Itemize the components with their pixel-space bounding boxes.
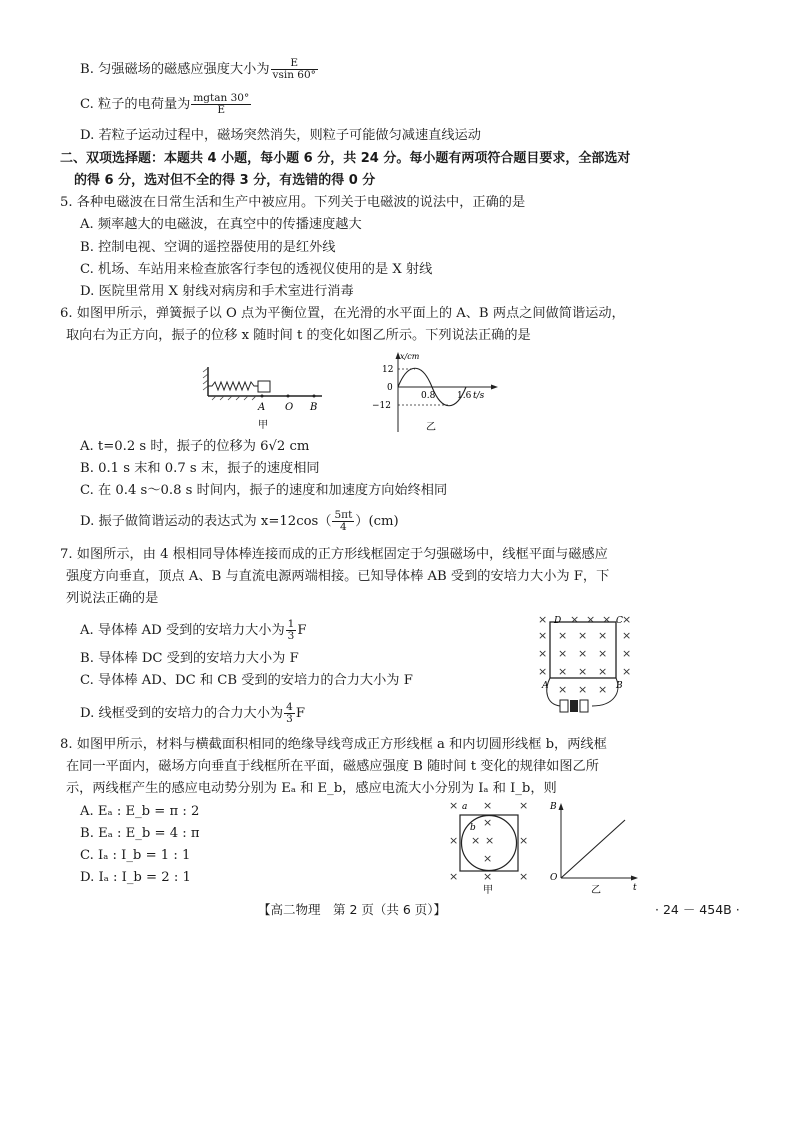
fraction-numerator: 4 [286,701,293,713]
svg-text:×: × [622,629,632,642]
fraction-numerator: 5πt [334,509,353,521]
y-axis-label: B [550,802,557,812]
q5-option-B: B. 控制电视、空调的遥控器使用的是红外线 [80,240,336,255]
svg-text:×: × [471,834,481,847]
svg-text:×: × [483,816,493,829]
label-A: A [542,681,549,691]
q8-stem-cont: 在同一平面内，磁场方向垂直于线框所在平面，磁感应强度 B 随时间 t 变化的规律如图乙所 [66,759,599,774]
fraction [284,702,295,725]
svg-text:×: × [483,852,493,865]
q6-option-A [80,438,309,456]
svg-text:×: × [538,647,548,660]
fraction-denominator: 4 [340,521,347,533]
section-heading: 二、双项选择题：本题共 4 小题，每小题 6 分，共 24 分。每小题有两项符合题目要求，全部选对 [60,151,631,166]
caption-jia: 甲 [258,420,268,431]
svg-text:×: × [485,834,495,847]
b-t-graph [545,798,645,896]
fraction-denominator: vsin 60° [272,69,316,81]
svg-text:×: × [598,629,608,642]
option-text: A. 导体棒 AD 受到的安培力大小为 [80,623,285,638]
svg-text:×: × [519,834,529,847]
svg-text:×: × [578,665,588,678]
label-B: B [616,681,623,691]
fraction-denominator: 3 [286,713,293,725]
fraction [271,58,318,81]
svg-text:×: × [538,629,548,642]
option-D-top: D. 若粒子运动过程中，磁场突然消失，则粒子可能做匀减速直线运动 [80,128,481,143]
q6-option-D [80,510,399,533]
option-C-top [80,93,252,116]
tick-0.8: 0.8 [421,391,436,401]
q8-option-A: A. Eₐ : E_b = π : 2 [80,804,200,819]
svg-text:×: × [449,799,459,812]
svg-text:×: × [449,870,459,883]
q6-option-C: C. 在 0.4 s～0.8 s 时间内，振子的速度和加速度方向始终相同 [80,483,448,498]
page-code: · 24 － 454B · [655,902,740,917]
svg-text:×: × [538,665,548,678]
q7-option-B: B. 导体棒 DC 受到的安培力大小为 F [80,651,299,666]
svg-text:×: × [558,683,568,696]
svg-text:×: × [578,647,588,660]
svg-text:×: × [558,629,568,642]
svg-text:×: × [578,683,588,696]
section-heading-cont: 的得 6 分，选对但不全的得 3 分，有选错的得 0 分 [74,173,376,188]
label-A: A [258,402,266,413]
svg-text:×: × [483,799,493,812]
t-axis-label: t [633,883,637,893]
q8-stem: 8. 如图甲所示，材料与横截面积相同的绝缘导线弯成正方形线框 a 和内切圆形线框 b，两线框 [60,737,607,752]
point-B [313,395,316,398]
fraction [286,619,297,642]
svg-text:×: × [586,613,596,626]
origin-label: O [550,873,558,883]
q7-option-A [80,619,306,642]
svg-text:×: × [538,613,548,626]
tick-12: 12 [382,365,394,375]
svg-text:×: × [602,613,612,626]
tick-0: 0 [387,383,393,393]
point-O [287,395,290,398]
radical: √2 [268,439,286,454]
point-A [261,395,264,398]
q5-stem: 5. 各种电磁波在日常生活和生产中被应用。下列关于电磁波的说法中，正确的是 [60,195,526,210]
caption-yi: 乙 [426,422,436,433]
label-D: D [554,616,562,626]
option-text-end: F [297,623,307,638]
option-text: D. 振子做简谐运动的表达式为 x=12cos（ [80,514,332,529]
q5-option-C: C. 机场、车站用来检查旅客行李包的透视仪使用的是 X 射线 [80,262,433,277]
caption-yi: 乙 [591,885,601,896]
label-b: b [470,823,476,833]
q7-option-C: C. 导体棒 AD、DC 和 CB 受到的安培力的合力大小为 F [80,673,413,688]
svg-text:×: × [519,870,529,883]
svg-text:×: × [483,870,493,883]
svg-text:×: × [558,647,568,660]
oscillator-block [258,381,270,392]
square-frame-field-figure [536,612,636,722]
svg-text:×: × [622,647,632,660]
q5-option-A: A. 频率越大的电磁波，在真空中的传播速度越大 [80,217,362,232]
q8-stem-cont2: 示，两线框产生的感应电动势分别为 Eₐ 和 E_b，感应电流大小分别为 Iₐ 和 I_b，则 [66,781,557,796]
q6-stem: 6. 如图甲所示，弹簧振子以 O 点为平衡位置，在光滑的水平面上的 A、B 两点之间做简谐运动， [60,306,625,321]
option-text: B. 匀强磁场的磁感应强度大小为 [80,62,270,77]
fraction-numerator: E [271,58,318,70]
q7-option-D [80,702,305,725]
svg-text:×: × [622,665,632,678]
battery-icon [560,700,588,712]
fraction-numerator: mgtan 30° [193,92,250,104]
spring [208,382,258,390]
t-axis-arrow [631,876,638,881]
q6-stem-cont: 取向右为正方向，振子的位移 x 随时间 t 的变化如图乙所示。下列说法正确的是 [66,328,531,343]
fraction [191,93,251,116]
page-footer: 【高二物理 第 2 页（共 6 页）】 [258,902,447,917]
caption-jia: 甲 [483,885,493,896]
y-axis-label: x/cm [400,352,420,361]
label-C: C [616,616,623,626]
option-B-top [80,58,319,81]
t-axis-arrow [491,385,498,390]
svg-text:×: × [598,683,608,696]
svg-text:×: × [622,613,632,626]
square-circle-frame-figure [443,798,533,896]
option-text: D. 线框受到的安培力的合力大小为 [80,706,284,721]
svg-text:×: × [519,799,529,812]
b-t-line [561,820,625,878]
label-B: B [310,402,318,413]
label-a: a [462,802,468,812]
label-O: O [285,402,294,413]
q8-option-D: D. Iₐ : I_b = 2 : 1 [80,870,191,885]
svg-text:×: × [449,834,459,847]
fraction-denominator: E [217,104,226,116]
displacement-time-graph [360,350,500,435]
option-text: C. 粒子的电荷量为 [80,97,191,112]
svg-text:×: × [570,613,580,626]
svg-text:×: × [578,629,588,642]
q8-option-B: B. Eₐ : E_b = 4 : π [80,826,200,841]
q5-option-D: D. 医院里常用 X 射线对病房和手术室进行消毒 [80,284,354,299]
tick-1.6: 1.6 [457,391,472,401]
y-axis-arrow [559,803,564,810]
tick-neg12: −12 [372,401,391,411]
option-text-end: F [295,706,305,721]
q7-stem: 7. 如图所示，由 4 根相同导体棒连接而成的正方形线框固定于匀强磁场中，线框平面与磁感应 [60,547,608,562]
q7-stem-cont2: 列说法正确的是 [66,591,159,606]
option-text: A. t=0.2 s 时，振子的位移为 6 [80,439,269,454]
option-text-end: cm [285,439,310,454]
fraction-denominator: 3 [287,630,295,642]
q6-option-B: B. 0.1 s 末和 0.7 s 末，振子的速度相同 [80,461,320,476]
svg-text:×: × [598,647,608,660]
svg-text:×: × [558,665,568,678]
q7-stem-cont: 强度方向垂直，顶点 A、B 与直流电源两端相接。已知导体棒 AB 受到的安培力大小为 F，下 [66,569,610,584]
svg-text:×: × [598,665,608,678]
option-text-end: ）(cm) [355,514,399,529]
fraction-numerator: 1 [287,618,295,630]
fraction [332,510,354,533]
q8-option-C: C. Iₐ : I_b = 1 : 1 [80,848,191,863]
t-axis-label: t/s [473,391,485,401]
spring-oscillator-figure [200,362,330,432]
